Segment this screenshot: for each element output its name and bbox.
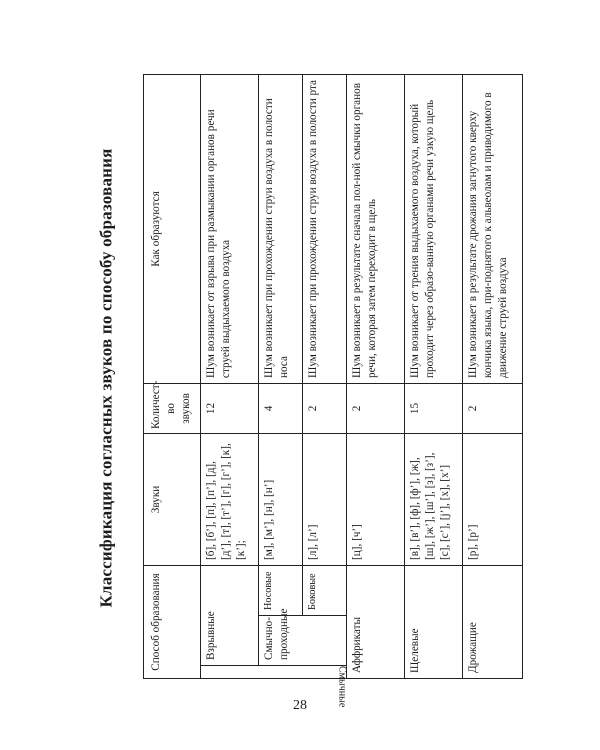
row-sounds: [л], [л’]	[302, 433, 346, 565]
row-method: Аффрикаты	[346, 565, 404, 678]
table-row	[404, 74, 462, 678]
row-how: Шум возникает от взрыва при размыкании органов речи струей выдыхаемого воздуха	[200, 74, 258, 383]
row-subtype: Боковые	[302, 565, 346, 615]
table-row	[258, 74, 302, 678]
row-method: Щелевые	[404, 565, 462, 678]
row-count: 4	[258, 383, 302, 433]
row-count: 12	[200, 383, 258, 433]
row-sounds: [б], [б’], [п], [п’], [д], [д’], [т], [т’], [г], [г’], [к], [к’];	[200, 433, 258, 565]
row-method: Взрывные	[200, 565, 258, 665]
group-label: Смычные	[336, 666, 348, 708]
row-how: Шум возникает в результате сначала пол-ной смычки органов речи, которая затем переходит в щель	[346, 74, 404, 383]
row-how: Шум возникает в результате дрожания загнутого кверху кончика языка, при-поднятого к альвеолам и приводимого в движение струей воздуха	[462, 74, 522, 383]
table-row	[462, 74, 522, 678]
page-title: Классификация согласных звуков по способу образования	[97, 147, 116, 608]
row-count: 2	[346, 383, 404, 433]
row-count: 2	[462, 383, 522, 433]
table-row	[302, 74, 346, 678]
row-count: 15	[404, 383, 462, 433]
row-how: Шум возникает от трения выдыхаемого воздуха, который проходит через образо-ванную органами речи узкую щель	[404, 74, 462, 383]
header-method: Способ образования	[144, 565, 201, 678]
row-subtype: Носовые	[258, 565, 302, 615]
header-count: Количест-во звуков	[144, 383, 201, 433]
page-title-container	[94, 75, 120, 680]
row-method: Смычно-проходные	[258, 616, 346, 666]
row-how: Шум возникает при прохождении струи воздуха в полости носа	[258, 74, 302, 383]
header-how: Как образуются	[144, 74, 201, 383]
row-method: Дрожащие	[462, 565, 522, 678]
header-sounds: Звуки	[144, 433, 201, 565]
row-sounds: [ц], [ч’]	[346, 433, 404, 565]
row-count: 2	[302, 383, 346, 433]
row-sounds: [в], [в’], [ф], [ф’], [ж], [ш], [ж’], [ш’], [з], [з’], [с], [с’], [j’], [х], [х’]	[404, 433, 462, 565]
table-row	[200, 74, 258, 678]
row-how: Шум возникает при прохождении струи воздуха в полости рта	[302, 74, 346, 383]
page-number: 28	[293, 698, 307, 713]
table-header-row	[144, 74, 201, 678]
row-sounds: [м], [м’], [н], [н’]	[258, 433, 302, 565]
table-row	[346, 74, 404, 678]
row-sounds: [р], [р’]	[462, 433, 522, 565]
